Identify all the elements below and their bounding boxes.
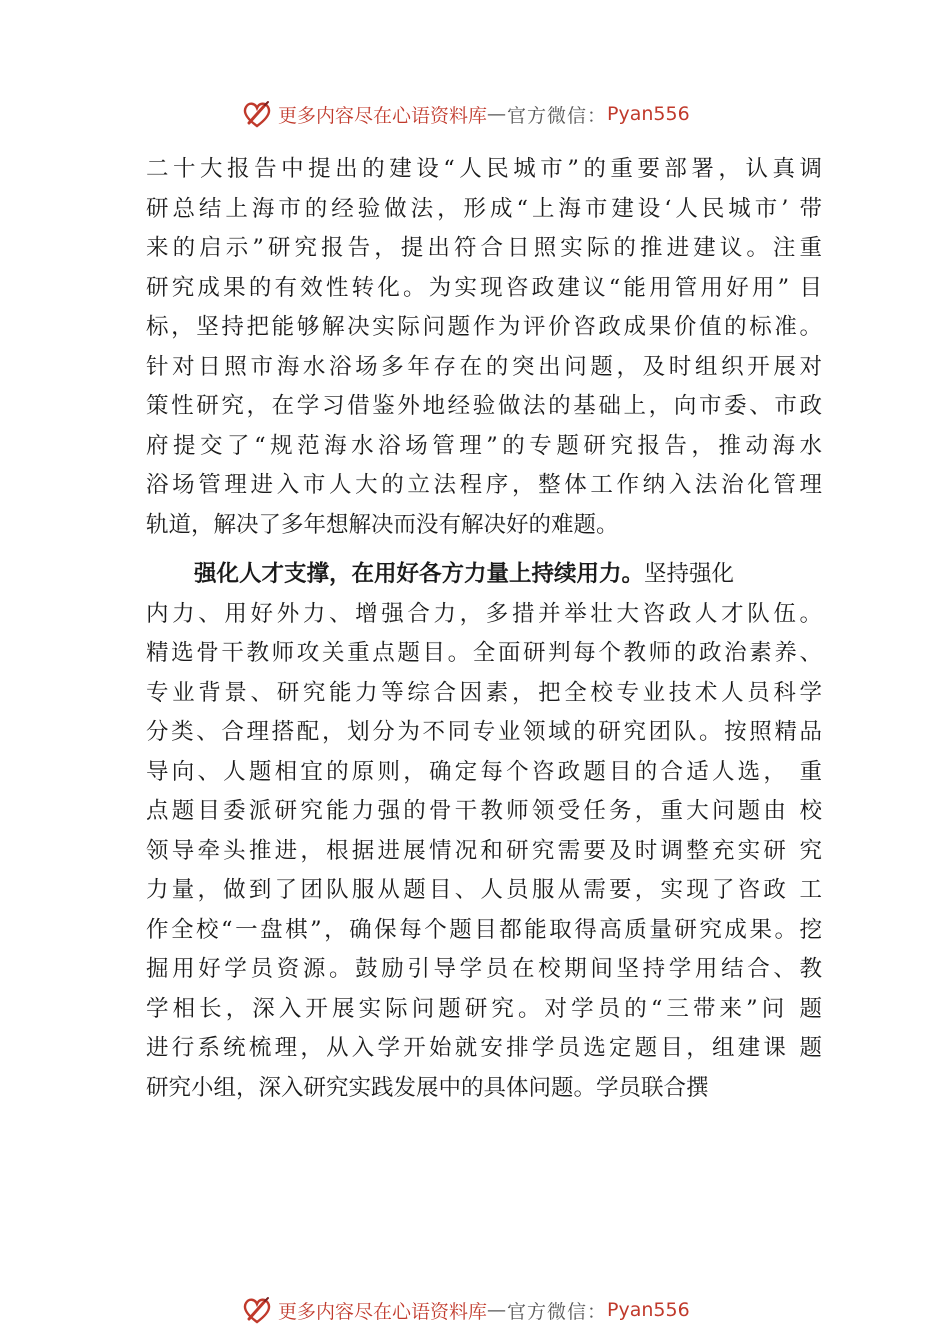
text-line: 针对日照市海水浴场多年存在的突出问题，及时组织开展对	[146, 353, 822, 380]
banner-dash: —	[487, 103, 508, 125]
text-line: 精选骨干教师攻关重点题目。全面研判每个教师的政治素养、	[146, 640, 822, 666]
banner-official-label: 官方微信：	[507, 1300, 608, 1323]
text-line: 专业背景、研究能力等综合因素，把全校专业技术人员科学	[146, 679, 822, 706]
banner-site-name: 更多内容尽在心语资料库	[278, 1300, 488, 1323]
heading-rest: 坚持强化	[644, 561, 735, 587]
text-line: 力量，做到了团队服从题目、人员服从需要，实现了咨政 工	[146, 877, 822, 903]
banner-official-label: 官方微信：	[507, 104, 608, 127]
banner-site-name: 更多内容尽在心语资料库	[278, 104, 488, 127]
text-line: 研究小组，深入研究实践发展中的具体问题。学员联合撰	[146, 1074, 709, 1101]
text-line: 学相长，深入开展实际问题研究。对学员的“三带来”问 题	[146, 995, 822, 1022]
heart-pen-logo-icon	[240, 97, 274, 131]
banner-dash: —	[487, 1299, 508, 1321]
heart-pen-logo-icon	[240, 1293, 274, 1327]
text-line: 领导牵头推进，根据进展情况和研究需要及时调整充实研 究	[146, 837, 822, 864]
header-banner	[240, 96, 740, 132]
document-body	[146, 150, 822, 1108]
text-line: 府提交了“规范海水浴场管理”的专题研究报告，推动海水	[146, 432, 822, 459]
text-line: 标，坚持把能够解决实际问题作为评价咨政成果价值的标准。	[146, 314, 822, 340]
text-line: 进行系统梳理，从入学开始就安排学员选定题目，组建课 题	[146, 1035, 822, 1061]
banner-wechat-id: Pyan556	[607, 103, 690, 125]
text-line: 研究成果的有效性转化。为实现咨政建议“能用管用好用” 目	[146, 274, 822, 301]
text-line: 分类、合理搭配，划分为不同专业领域的研究团队。按照精品	[146, 719, 822, 745]
text-line: 内力、用好外力、增强合力，多措并举壮大咨政人才队伍。	[146, 600, 822, 627]
text-line: 作全校“一盘棋”，确保每个题目都能取得高质量研究成果。挖	[146, 916, 822, 943]
paragraph-2	[146, 555, 822, 1108]
banner-wechat-id: Pyan556	[607, 1299, 690, 1321]
paragraph-1	[146, 150, 822, 545]
text-line: 研总结上海市的经验做法，形成“上海市建设‘人民城市’ 带	[146, 195, 822, 222]
text-line: 掘用好学员资源。鼓励引导学员在校期间坚持学用结合、教	[146, 956, 822, 982]
text-line: 二十大报告中提出的建设“人民城市”的重要部署，认真调	[146, 156, 822, 182]
text-line: 来的启示”研究报告，提出符合日照实际的推进建议。注重	[146, 235, 822, 261]
paragraph-heading: 强化人才支撑，在用好各方力量上持续用力。	[194, 561, 645, 587]
paragraph-2-first-line	[146, 555, 822, 595]
text-line: 点题目委派研究能力强的骨干教师领受任务，重大问题由 校	[146, 798, 822, 824]
text-line: 浴场管理进入市人大的立法程序，整体工作纳入法治化管理	[146, 472, 822, 498]
text-line: 策性研究，在学习借鉴外地经验做法的基础上，向市委、市政	[146, 393, 822, 419]
footer-banner	[240, 1292, 740, 1328]
text-line: 导向、人题相宜的原则，确定每个咨政题目的合适人选， 重	[146, 758, 822, 785]
text-line: 轨道，解决了多年想解决而没有解决好的难题。	[146, 511, 619, 538]
